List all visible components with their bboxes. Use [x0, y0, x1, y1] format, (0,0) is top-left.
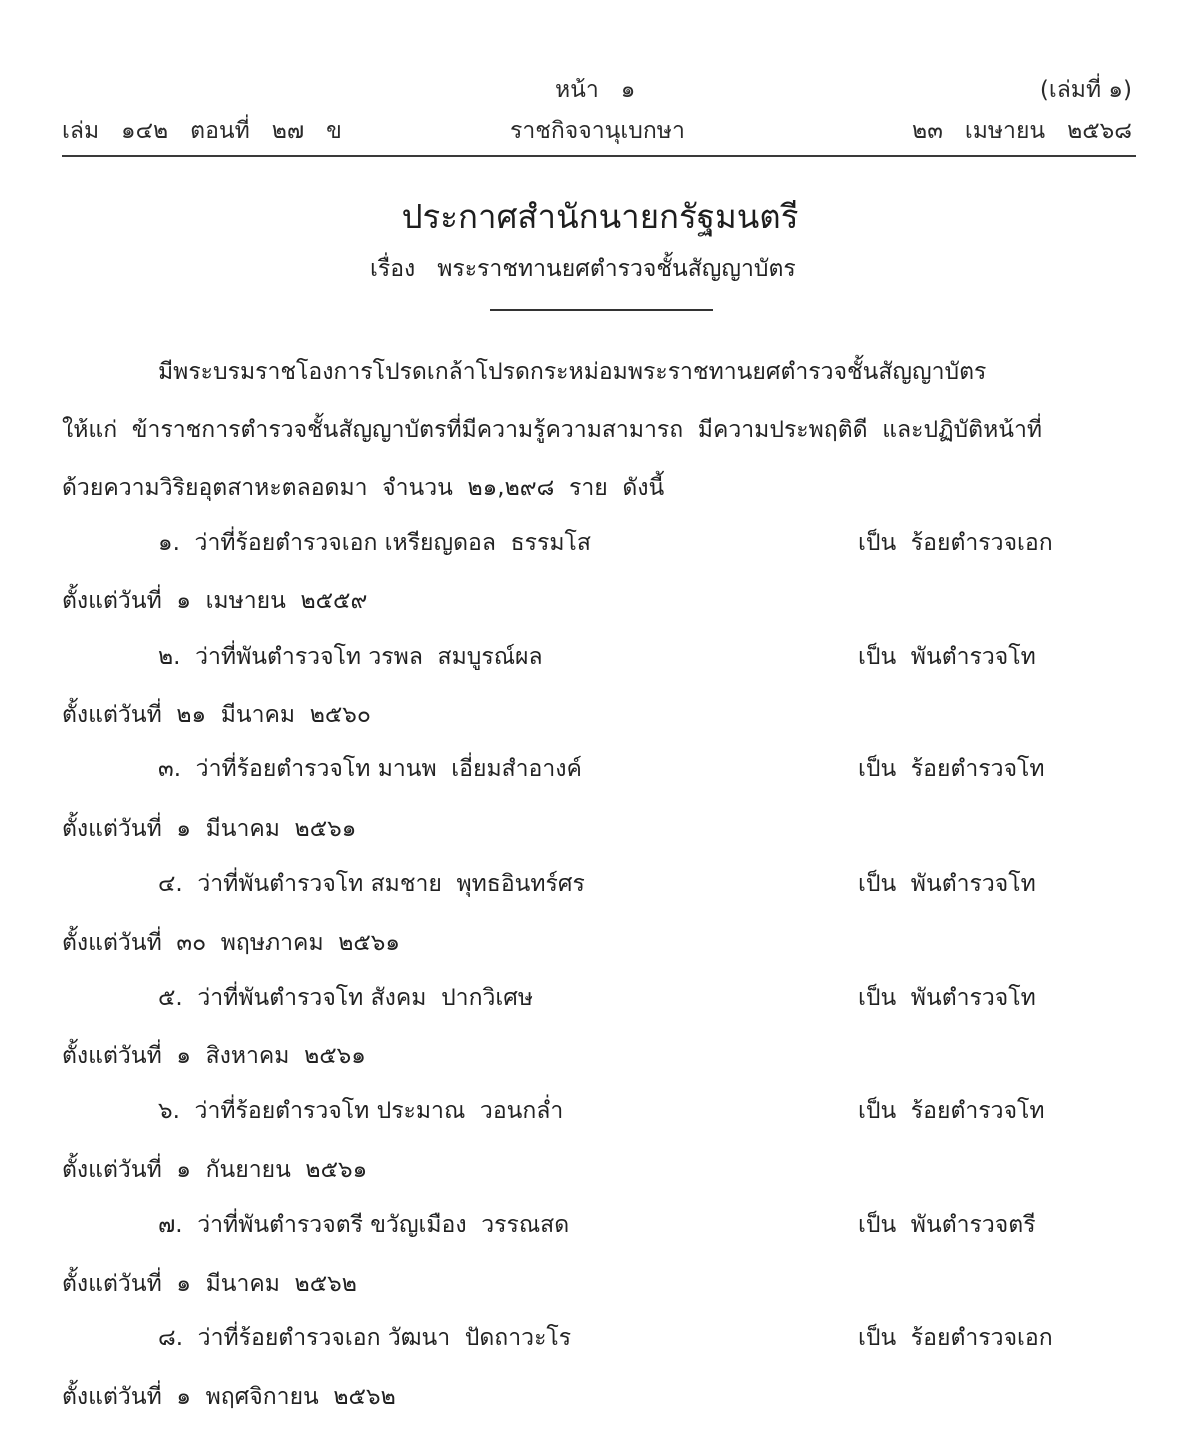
- issue-info: เล่ม ๑๔๒ ตอนที่ ๒๗ ข: [62, 118, 342, 144]
- entry-rank: เป็น ร้อยตำรวจโท: [858, 756, 1045, 782]
- document-subject: เรื่อง พระราชทานยศตำรวจชั้นสัญญาบัตร: [370, 256, 796, 282]
- entry-date: ตั้งแต่วันที่ ๒๑ มีนาคม ๒๕๖๐: [62, 702, 371, 728]
- entry-rank: เป็น พันตำรวจตรี: [858, 1212, 1036, 1238]
- page-number: หน้า ๑: [555, 77, 636, 103]
- entry-date: ตั้งแต่วันที่ ๑ พฤศจิกายน ๒๕๖๒: [62, 1384, 396, 1410]
- entry-rank: เป็น พันตำรวจโท: [858, 644, 1036, 670]
- intro-line: มีพระบรมราชโองการโปรดเกล้าโปรดกระหม่อมพระราชทานยศตำรวจชั้นสัญญาบัตร: [158, 359, 987, 385]
- header-divider: [62, 155, 1136, 157]
- entry-date: ตั้งแต่วันที่ ๑ เมษายน ๒๕๕๙: [62, 588, 368, 614]
- entry-name: ๘. ว่าที่ร้อยตำรวจเอก วัฒนา ปัดถาวะโร: [158, 1325, 572, 1351]
- entry-name: ๕. ว่าที่พันตำรวจโท สังคม ปากวิเศษ: [158, 985, 534, 1011]
- entry-name: ๑. ว่าที่ร้อยตำรวจเอก เหรียญดอล ธรรมโส: [158, 530, 591, 556]
- entry-name: ๒. ว่าที่พันตำรวจโท วรพล สมบูรณ์ผล: [158, 644, 543, 670]
- entry-rank: เป็น ร้อยตำรวจเอก: [858, 1325, 1053, 1351]
- publication-date: ๒๓ เมษายน ๒๕๖๘: [912, 118, 1132, 144]
- entry-rank: เป็น พันตำรวจโท: [858, 871, 1036, 897]
- subject-divider: [490, 309, 713, 311]
- intro-line: ด้วยความวิริยอุตสาหะตลอดมา จำนวน ๒๑,๒๙๘ ราย ดังนี้: [62, 475, 665, 501]
- entry-rank: เป็น พันตำรวจโท: [858, 985, 1036, 1011]
- entry-name: ๓. ว่าที่ร้อยตำรวจโท มานพ เอี่ยมสำอางค์: [158, 756, 582, 782]
- entry-date: ตั้งแต่วันที่ ๑ มีนาคม ๒๕๖๑: [62, 816, 357, 842]
- entry-name: ๔. ว่าที่พันตำรวจโท สมชาย พุทธอินทร์ศร: [158, 871, 585, 897]
- entry-date: ตั้งแต่วันที่ ๑ สิงหาคม ๒๕๖๑: [62, 1043, 366, 1069]
- entry-date: ตั้งแต่วันที่ ๓๐ พฤษภาคม ๒๕๖๑: [62, 930, 400, 956]
- volume-note: (เล่มที่ ๑): [1039, 77, 1132, 103]
- intro-line: ให้แก่ ข้าราชการตำรวจชั้นสัญญาบัตรที่มีความรู้ความสามารถ มีความประพฤติดี และปฏิบัติหน้าที่: [62, 417, 1043, 443]
- entry-date: ตั้งแต่วันที่ ๑ กันยายน ๒๕๖๑: [62, 1157, 368, 1183]
- entry-date: ตั้งแต่วันที่ ๑ มีนาคม ๒๕๖๒: [62, 1271, 357, 1297]
- entry-rank: เป็น ร้อยตำรวจเอก: [858, 530, 1053, 556]
- document-title: ประกาศสำนักนายกรัฐมนตรี: [401, 197, 799, 236]
- entry-name: ๖. ว่าที่ร้อยตำรวจโท ประมาณ วอนกล่ำ: [158, 1098, 564, 1124]
- entry-rank: เป็น ร้อยตำรวจโท: [858, 1098, 1045, 1124]
- gazette-name: ราชกิจจานุเบกษา: [510, 118, 685, 144]
- entry-name: ๗. ว่าที่พันตำรวจตรี ขวัญเมือง วรรณสด: [158, 1212, 570, 1238]
